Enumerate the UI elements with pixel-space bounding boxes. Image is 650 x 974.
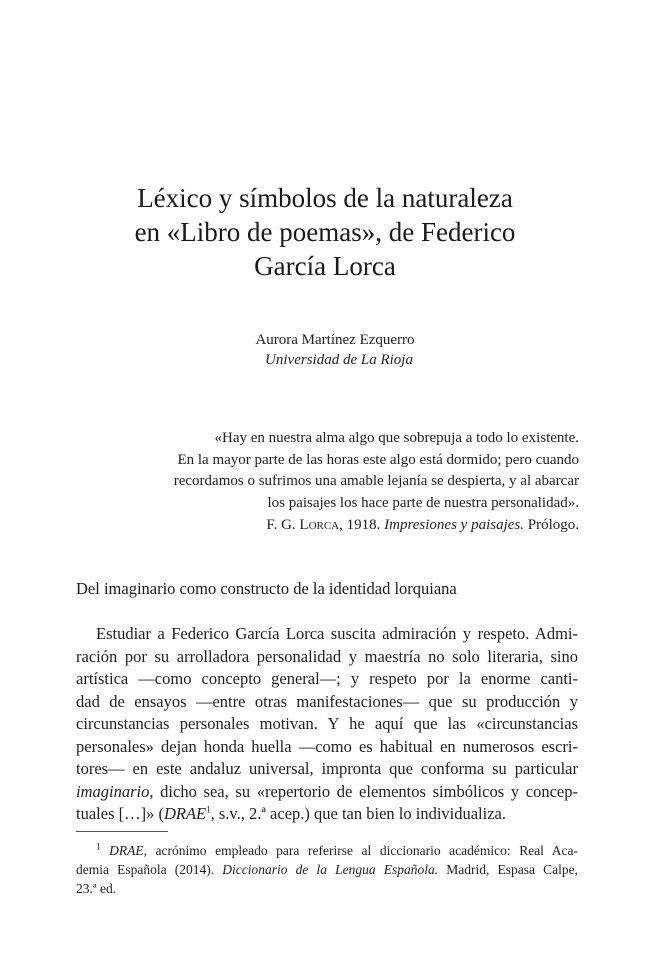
epigraph-line-3: recordamos o sufrimos una amable lejanía se despierta, y al abarcar xyxy=(173,473,579,489)
body-line-2: ración por su arrolladora personalidad y maestría no solo literaria, sino xyxy=(76,646,578,666)
body-paragraph xyxy=(76,623,578,826)
epigraph-line-4: los paisajes los hace parte de nuestra personalidad». xyxy=(267,494,579,511)
epigraph-source-name: Lorca xyxy=(299,517,340,533)
epigraph-source-year: , 1918. xyxy=(339,517,381,533)
drae-citation: DRAE xyxy=(163,804,207,823)
footnote-drae: DRAE xyxy=(109,843,144,858)
body-line-6: personales» dejan honda huella —como es habitual en numerosos escri- xyxy=(76,736,578,756)
author-name: Aurora Martínez Ezquerro xyxy=(255,332,415,348)
article-title xyxy=(0,181,650,283)
title-line-3: García Lorca xyxy=(254,251,396,281)
author-affiliation: Universidad de La Rioja xyxy=(265,352,413,368)
body-line-9-end: , s.v., 2.ª acep.) que tan bien lo individualiza. xyxy=(210,804,506,823)
epigraph-line-2: En la mayor parte de las horas este algo está dormido; pero cuando xyxy=(177,451,579,468)
footnote-line-1-rest: , acrónimo empleado para referirse al diccionario académico: Real Aca- xyxy=(143,843,579,858)
epigraph-source xyxy=(127,515,579,537)
body-line-4: dad de ensayos —entre otras manifestaciones— que su producción y xyxy=(76,691,578,711)
section-heading: Del imaginario como constructo de la identidad lorquiana xyxy=(76,579,457,598)
footnote-separator xyxy=(76,831,168,832)
body-line-8-rest: , dicho sea, su «repertorio de elementos simbólicos y concep- xyxy=(149,781,578,801)
title-line-1: Léxico y símbolos de la naturaleza xyxy=(137,183,513,213)
imaginario-term: imaginario xyxy=(76,781,150,801)
body-line-8 xyxy=(76,781,578,804)
body-line-3: artística —como concepto general—; y respeto por la enorme canti- xyxy=(76,669,578,688)
epigraph xyxy=(127,428,579,537)
footnote-ref[interactable]: 1 xyxy=(206,804,211,815)
body-line-9-start: tuales […]» ( xyxy=(76,804,164,823)
body-line-7: tores— en este andaluz universal, impronta que conforma su particular xyxy=(76,759,578,778)
epigraph-source-prefix: F. G. xyxy=(266,517,296,533)
footnote-line-2-start: demia Española (2014). xyxy=(76,862,215,877)
footnote-dictionary-title: Diccionario de la Lengua Española. xyxy=(222,862,439,877)
author-block xyxy=(0,330,650,370)
footnote-line-2 xyxy=(76,860,578,879)
footnote-number: 1 xyxy=(96,841,101,852)
footnote-line-1 xyxy=(76,841,578,860)
body-line-9 xyxy=(76,803,578,826)
footnote-line-3: 23.ª ed. xyxy=(76,881,117,896)
epigraph-line-1: «Hay en nuestra alma algo que sobrepuja a todo lo existente. xyxy=(214,430,579,446)
epigraph-source-work: Impresiones y paisajes. xyxy=(384,517,524,533)
body-line-1: Estudiar a Federico García Lorca suscita admiración y respeto. Admi- xyxy=(96,624,578,643)
body-line-5: circunstancias personales motivan. Y he aquí que las «circunstancias xyxy=(76,714,578,733)
footnote xyxy=(76,841,578,898)
footnote-line-2-end: Madrid, Espasa Calpe, xyxy=(446,862,579,877)
title-line-2: en «Libro de poemas», de Federico xyxy=(134,217,516,247)
epigraph-source-suffix: Prólogo. xyxy=(527,517,579,533)
